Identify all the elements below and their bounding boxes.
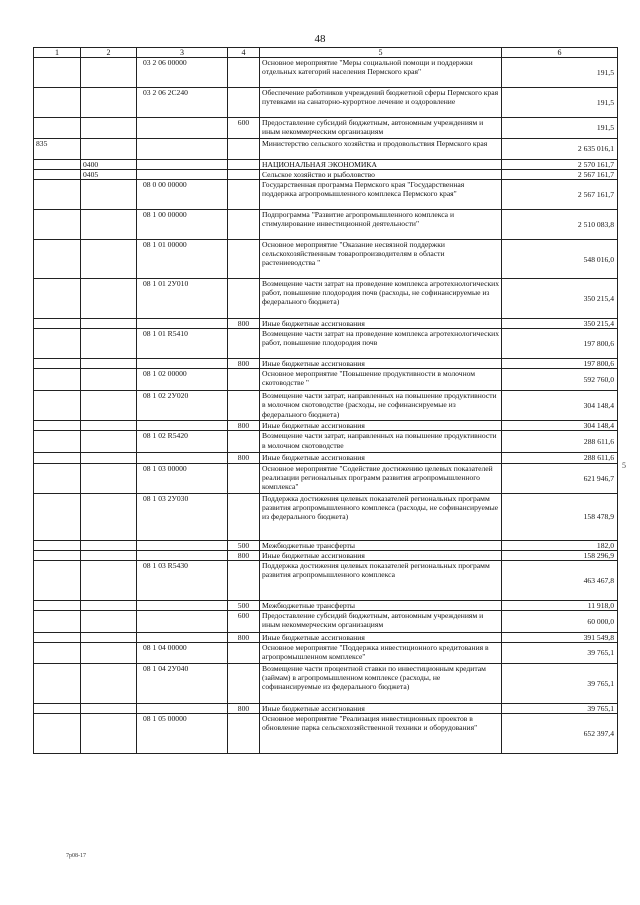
table-row bbox=[34, 391, 618, 421]
header-row bbox=[34, 48, 618, 58]
cell-description: Иные бюджетные ассигнования bbox=[260, 703, 502, 713]
cell-section-code: 0400 bbox=[81, 160, 137, 170]
cell-description: Предоставление субсидий бюджетным, автономным учреждениям и иным некоммерческим организациям bbox=[260, 610, 502, 632]
cell-target-article: 03 2 06 2С240 bbox=[137, 88, 228, 118]
table-row bbox=[34, 600, 618, 610]
cell-ministry-code bbox=[34, 88, 81, 118]
cell-target-article bbox=[137, 359, 228, 369]
cell-target-article bbox=[137, 160, 228, 170]
cell-description: Возмещение части затрат, направленных на повышение продуктивности в молочном скотоводстве bbox=[260, 431, 502, 453]
cell-ministry-code bbox=[34, 550, 81, 560]
cell-amount: 191,5 bbox=[502, 118, 618, 139]
cell-amount: 391 549,8 bbox=[502, 632, 618, 642]
cell-ministry-code bbox=[34, 319, 81, 329]
cell-target-article bbox=[137, 632, 228, 642]
cell-section-code bbox=[81, 610, 137, 632]
table-row bbox=[34, 210, 618, 240]
cell-ministry-code bbox=[34, 431, 81, 453]
table-row bbox=[34, 319, 618, 329]
table-row bbox=[34, 610, 618, 632]
cell-expense-type bbox=[228, 391, 260, 421]
cell-description: Министерство сельского хозяйства и продовольствия Пермского края bbox=[260, 139, 502, 160]
cell-expense-type: 600 bbox=[228, 118, 260, 139]
cell-amount: 158 478,9 bbox=[502, 493, 618, 540]
cell-expense-type bbox=[228, 139, 260, 160]
cell-section-code bbox=[81, 319, 137, 329]
cell-target-article bbox=[137, 703, 228, 713]
cell-target-article bbox=[137, 550, 228, 560]
cell-amount: 2 567 161,7 bbox=[502, 170, 618, 180]
cell-amount: 2 570 161,7 bbox=[502, 160, 618, 170]
table-row bbox=[34, 493, 618, 540]
cell-amount: 182,0 bbox=[502, 540, 618, 550]
cell-section-code bbox=[81, 359, 137, 369]
cell-ministry-code bbox=[34, 453, 81, 463]
cell-description: Возмещение части затрат на проведение комплекса агротехнологических работ, повышение плодородия почв (расходы, не софинансируемые из федерального бюджета) bbox=[260, 279, 502, 319]
cell-description: Обеспечение работников учреждений бюджетной сферы Пермского края путевками на санаторно-курортное лечение и оздоровление bbox=[260, 88, 502, 118]
cell-amount: 548 016,0 bbox=[502, 240, 618, 279]
cell-section-code bbox=[81, 714, 137, 754]
cell-expense-type bbox=[228, 279, 260, 319]
table-row bbox=[34, 431, 618, 453]
cell-target-article bbox=[137, 453, 228, 463]
cell-expense-type: 800 bbox=[228, 632, 260, 642]
cell-target-article: 08 1 01 R5410 bbox=[137, 329, 228, 359]
cell-expense-type: 800 bbox=[228, 421, 260, 431]
cell-section-code bbox=[81, 118, 137, 139]
table-row bbox=[34, 170, 618, 180]
table-row bbox=[34, 359, 618, 369]
header-cell: 5 bbox=[260, 48, 502, 58]
table-row bbox=[34, 714, 618, 754]
cell-expense-type bbox=[228, 369, 260, 391]
cell-section-code bbox=[81, 703, 137, 713]
cell-amount: 2 510 083,8 bbox=[502, 210, 618, 240]
cell-description: Государственная программа Пермского края "Государственная поддержка агропромышленного комплекса Пермского края" bbox=[260, 180, 502, 210]
cell-amount: 304 148,4 bbox=[502, 421, 618, 431]
cell-target-article bbox=[137, 421, 228, 431]
cell-expense-type bbox=[228, 714, 260, 754]
cell-target-article: 08 1 00 00000 bbox=[137, 210, 228, 240]
cell-description: Предоставление субсидий бюджетным, автономным учреждениям и иным некоммерческим организациям bbox=[260, 118, 502, 139]
cell-expense-type: 800 bbox=[228, 453, 260, 463]
table-row bbox=[34, 463, 618, 493]
cell-target-article: 08 0 00 00000 bbox=[137, 180, 228, 210]
cell-section-code bbox=[81, 240, 137, 279]
margin-mark: 5 bbox=[622, 461, 626, 470]
cell-section-code bbox=[81, 391, 137, 421]
cell-section-code bbox=[81, 431, 137, 453]
header-cell: 1 bbox=[34, 48, 81, 58]
cell-target-article: 08 1 01 00000 bbox=[137, 240, 228, 279]
cell-description: Поддержка достижения целевых показателей региональных программ развития агропромышленного комплекса bbox=[260, 560, 502, 600]
cell-ministry-code bbox=[34, 642, 81, 663]
cell-expense-type bbox=[228, 88, 260, 118]
table-row bbox=[34, 329, 618, 359]
cell-description: Иные бюджетные ассигнования bbox=[260, 453, 502, 463]
cell-target-article bbox=[137, 600, 228, 610]
cell-description: Подпрограмма "Развитие агропромышленного комплекса и стимулирование инвестиционной деятельности" bbox=[260, 210, 502, 240]
cell-expense-type bbox=[228, 329, 260, 359]
cell-expense-type: 500 bbox=[228, 600, 260, 610]
cell-description: Основное мероприятие "Меры социальной помощи и поддержки отдельных категорий населения Пермского края" bbox=[260, 58, 502, 88]
cell-ministry-code bbox=[34, 493, 81, 540]
cell-description: Межбюджетные трансферты bbox=[260, 600, 502, 610]
cell-section-code bbox=[81, 421, 137, 431]
cell-description: Основное мероприятие "Повышение продуктивности в молочном скотоводстве " bbox=[260, 369, 502, 391]
cell-target-article: 08 1 03 00000 bbox=[137, 463, 228, 493]
cell-expense-type bbox=[228, 493, 260, 540]
table-row bbox=[34, 279, 618, 319]
cell-target-article bbox=[137, 319, 228, 329]
cell-expense-type bbox=[228, 463, 260, 493]
cell-description: Иные бюджетные ассигнования bbox=[260, 550, 502, 560]
cell-section-code bbox=[81, 540, 137, 550]
cell-ministry-code bbox=[34, 560, 81, 600]
cell-expense-type: 600 bbox=[228, 610, 260, 632]
footer-code: 7р08-17 bbox=[66, 853, 86, 859]
cell-description: Межбюджетные трансферты bbox=[260, 540, 502, 550]
cell-ministry-code bbox=[34, 540, 81, 550]
cell-target-article: 08 1 05 00000 bbox=[137, 714, 228, 754]
cell-target-article: 08 1 01 2У010 bbox=[137, 279, 228, 319]
cell-target-article: 08 1 04 00000 bbox=[137, 642, 228, 663]
cell-section-code bbox=[81, 663, 137, 703]
cell-amount: 350 215,4 bbox=[502, 319, 618, 329]
cell-expense-type bbox=[228, 560, 260, 600]
cell-target-article bbox=[137, 118, 228, 139]
cell-amount: 60 000,0 bbox=[502, 610, 618, 632]
cell-amount: 197 800,6 bbox=[502, 359, 618, 369]
cell-ministry-code bbox=[34, 703, 81, 713]
cell-expense-type: 800 bbox=[228, 359, 260, 369]
cell-expense-type: 800 bbox=[228, 319, 260, 329]
cell-amount: 191,5 bbox=[502, 58, 618, 88]
cell-expense-type bbox=[228, 210, 260, 240]
cell-amount: 2 567 161,7 bbox=[502, 180, 618, 210]
cell-target-article bbox=[137, 610, 228, 632]
cell-description: Иные бюджетные ассигнования bbox=[260, 632, 502, 642]
cell-amount: 158 296,9 bbox=[502, 550, 618, 560]
budget-table-body bbox=[34, 48, 618, 754]
cell-expense-type bbox=[228, 160, 260, 170]
table-row bbox=[34, 663, 618, 703]
cell-ministry-code bbox=[34, 240, 81, 279]
table-row bbox=[34, 421, 618, 431]
cell-ministry-code bbox=[34, 369, 81, 391]
table-row bbox=[34, 180, 618, 210]
cell-ministry-code bbox=[34, 421, 81, 431]
cell-description: Возмещение части затрат на проведение комплекса агротехнологических работ, повышение плодородия почв bbox=[260, 329, 502, 359]
cell-description: Поддержка достижения целевых показателей региональных программ развития агропромышленного комплекса (расходы, не софинансируемые из федерального бюджета) bbox=[260, 493, 502, 540]
cell-amount: 288 611,6 bbox=[502, 431, 618, 453]
cell-amount: 39 765,1 bbox=[502, 703, 618, 713]
table-row bbox=[34, 703, 618, 713]
cell-description: Иные бюджетные ассигнования bbox=[260, 421, 502, 431]
cell-expense-type bbox=[228, 663, 260, 703]
cell-section-code bbox=[81, 180, 137, 210]
cell-ministry-code bbox=[34, 210, 81, 240]
cell-expense-type bbox=[228, 180, 260, 210]
cell-ministry-code bbox=[34, 632, 81, 642]
table-row bbox=[34, 139, 618, 160]
cell-description: Возмещение части процентной ставки по инвестиционным кредитам (займам) в агропромышленном комплексе (расходы, не софинансируемые из федерального бюджета) bbox=[260, 663, 502, 703]
cell-description: Возмещение части затрат, направленных на повышение продуктивности в молочном скотоводстве (расходы, не софинансируемые из федерального бюджета) bbox=[260, 391, 502, 421]
cell-section-code bbox=[81, 550, 137, 560]
cell-amount: 350 215,4 bbox=[502, 279, 618, 319]
cell-expense-type bbox=[228, 170, 260, 180]
cell-section-code bbox=[81, 58, 137, 88]
cell-expense-type: 500 bbox=[228, 540, 260, 550]
cell-section-code bbox=[81, 453, 137, 463]
table-row bbox=[34, 560, 618, 600]
cell-target-article: 08 1 03 R5430 bbox=[137, 560, 228, 600]
cell-ministry-code bbox=[34, 600, 81, 610]
cell-target-article bbox=[137, 139, 228, 160]
cell-target-article: 08 1 04 2У040 bbox=[137, 663, 228, 703]
cell-expense-type bbox=[228, 642, 260, 663]
cell-amount: 652 397,4 bbox=[502, 714, 618, 754]
cell-amount: 463 467,8 bbox=[502, 560, 618, 600]
table-row bbox=[34, 642, 618, 663]
cell-description: НАЦИОНАЛЬНАЯ ЭКОНОМИКА bbox=[260, 160, 502, 170]
cell-target-article bbox=[137, 170, 228, 180]
cell-ministry-code bbox=[34, 610, 81, 632]
cell-description: Иные бюджетные ассигнования bbox=[260, 319, 502, 329]
cell-ministry-code bbox=[34, 329, 81, 359]
cell-ministry-code bbox=[34, 180, 81, 210]
cell-ministry-code bbox=[34, 463, 81, 493]
cell-ministry-code bbox=[34, 160, 81, 170]
cell-description: Основное мероприятие "Поддержка инвестиционного кредитования в агропромышленном комплексе" bbox=[260, 642, 502, 663]
cell-section-code bbox=[81, 369, 137, 391]
table-row bbox=[34, 550, 618, 560]
cell-ministry-code bbox=[34, 391, 81, 421]
table-row bbox=[34, 160, 618, 170]
cell-description: Основное мероприятие "Реализация инвестиционных проектов в обновление парка сельскохозяйственной техники и оборудования" bbox=[260, 714, 502, 754]
header-cell: 3 bbox=[137, 48, 228, 58]
cell-section-code bbox=[81, 279, 137, 319]
cell-section-code bbox=[81, 560, 137, 600]
cell-section-code bbox=[81, 139, 137, 160]
cell-expense-type: 800 bbox=[228, 703, 260, 713]
cell-section-code bbox=[81, 210, 137, 240]
cell-target-article: 08 1 03 2У030 bbox=[137, 493, 228, 540]
cell-target-article: 03 2 06 00000 bbox=[137, 58, 228, 88]
cell-description: Основное мероприятие "Оказание несвязной поддержки сельскохозяйственным товаропроизводителям в области растениеводства " bbox=[260, 240, 502, 279]
cell-target-article: 08 1 02 00000 bbox=[137, 369, 228, 391]
cell-ministry-code bbox=[34, 118, 81, 139]
table-row bbox=[34, 118, 618, 139]
cell-amount: 304 148,4 bbox=[502, 391, 618, 421]
header-cell: 6 bbox=[502, 48, 618, 58]
cell-ministry-code bbox=[34, 170, 81, 180]
cell-amount: 11 918,0 bbox=[502, 600, 618, 610]
cell-target-article: 08 1 02 R5420 bbox=[137, 431, 228, 453]
table-row bbox=[34, 240, 618, 279]
cell-section-code bbox=[81, 493, 137, 540]
cell-section-code bbox=[81, 632, 137, 642]
cell-ministry-code bbox=[34, 58, 81, 88]
table-row bbox=[34, 540, 618, 550]
cell-ministry-code bbox=[34, 359, 81, 369]
header-cell: 4 bbox=[228, 48, 260, 58]
cell-ministry-code bbox=[34, 663, 81, 703]
cell-amount: 39 765,1 bbox=[502, 663, 618, 703]
cell-expense-type: 800 bbox=[228, 550, 260, 560]
cell-section-code bbox=[81, 329, 137, 359]
cell-section-code bbox=[81, 642, 137, 663]
cell-expense-type bbox=[228, 240, 260, 279]
cell-expense-type bbox=[228, 58, 260, 88]
cell-amount: 288 611,6 bbox=[502, 453, 618, 463]
table-row bbox=[34, 369, 618, 391]
table-row bbox=[34, 58, 618, 88]
cell-section-code bbox=[81, 88, 137, 118]
cell-ministry-code: 835 bbox=[34, 139, 81, 160]
cell-target-article bbox=[137, 540, 228, 550]
cell-description: Основное мероприятие "Содействие достижению целевых показателей реализации региональных программ развития агропромышленного комплекса" bbox=[260, 463, 502, 493]
cell-ministry-code bbox=[34, 279, 81, 319]
cell-amount: 39 765,1 bbox=[502, 642, 618, 663]
cell-amount: 592 760,0 bbox=[502, 369, 618, 391]
table-row bbox=[34, 453, 618, 463]
page-number: 48 bbox=[314, 33, 326, 45]
budget-table bbox=[33, 47, 618, 754]
cell-amount: 197 800,6 bbox=[502, 329, 618, 359]
cell-amount: 621 946,7 bbox=[502, 463, 618, 493]
cell-description: Сельское хозяйство и рыболовство bbox=[260, 170, 502, 180]
cell-ministry-code bbox=[34, 714, 81, 754]
cell-target-article: 08 1 02 2У020 bbox=[137, 391, 228, 421]
table-row bbox=[34, 88, 618, 118]
cell-description: Иные бюджетные ассигнования bbox=[260, 359, 502, 369]
cell-expense-type bbox=[228, 431, 260, 453]
table-row bbox=[34, 632, 618, 642]
cell-section-code bbox=[81, 600, 137, 610]
cell-section-code: 0405 bbox=[81, 170, 137, 180]
cell-amount: 2 635 016,1 bbox=[502, 139, 618, 160]
cell-section-code bbox=[81, 463, 137, 493]
header-cell: 2 bbox=[81, 48, 137, 58]
cell-amount: 191,5 bbox=[502, 88, 618, 118]
